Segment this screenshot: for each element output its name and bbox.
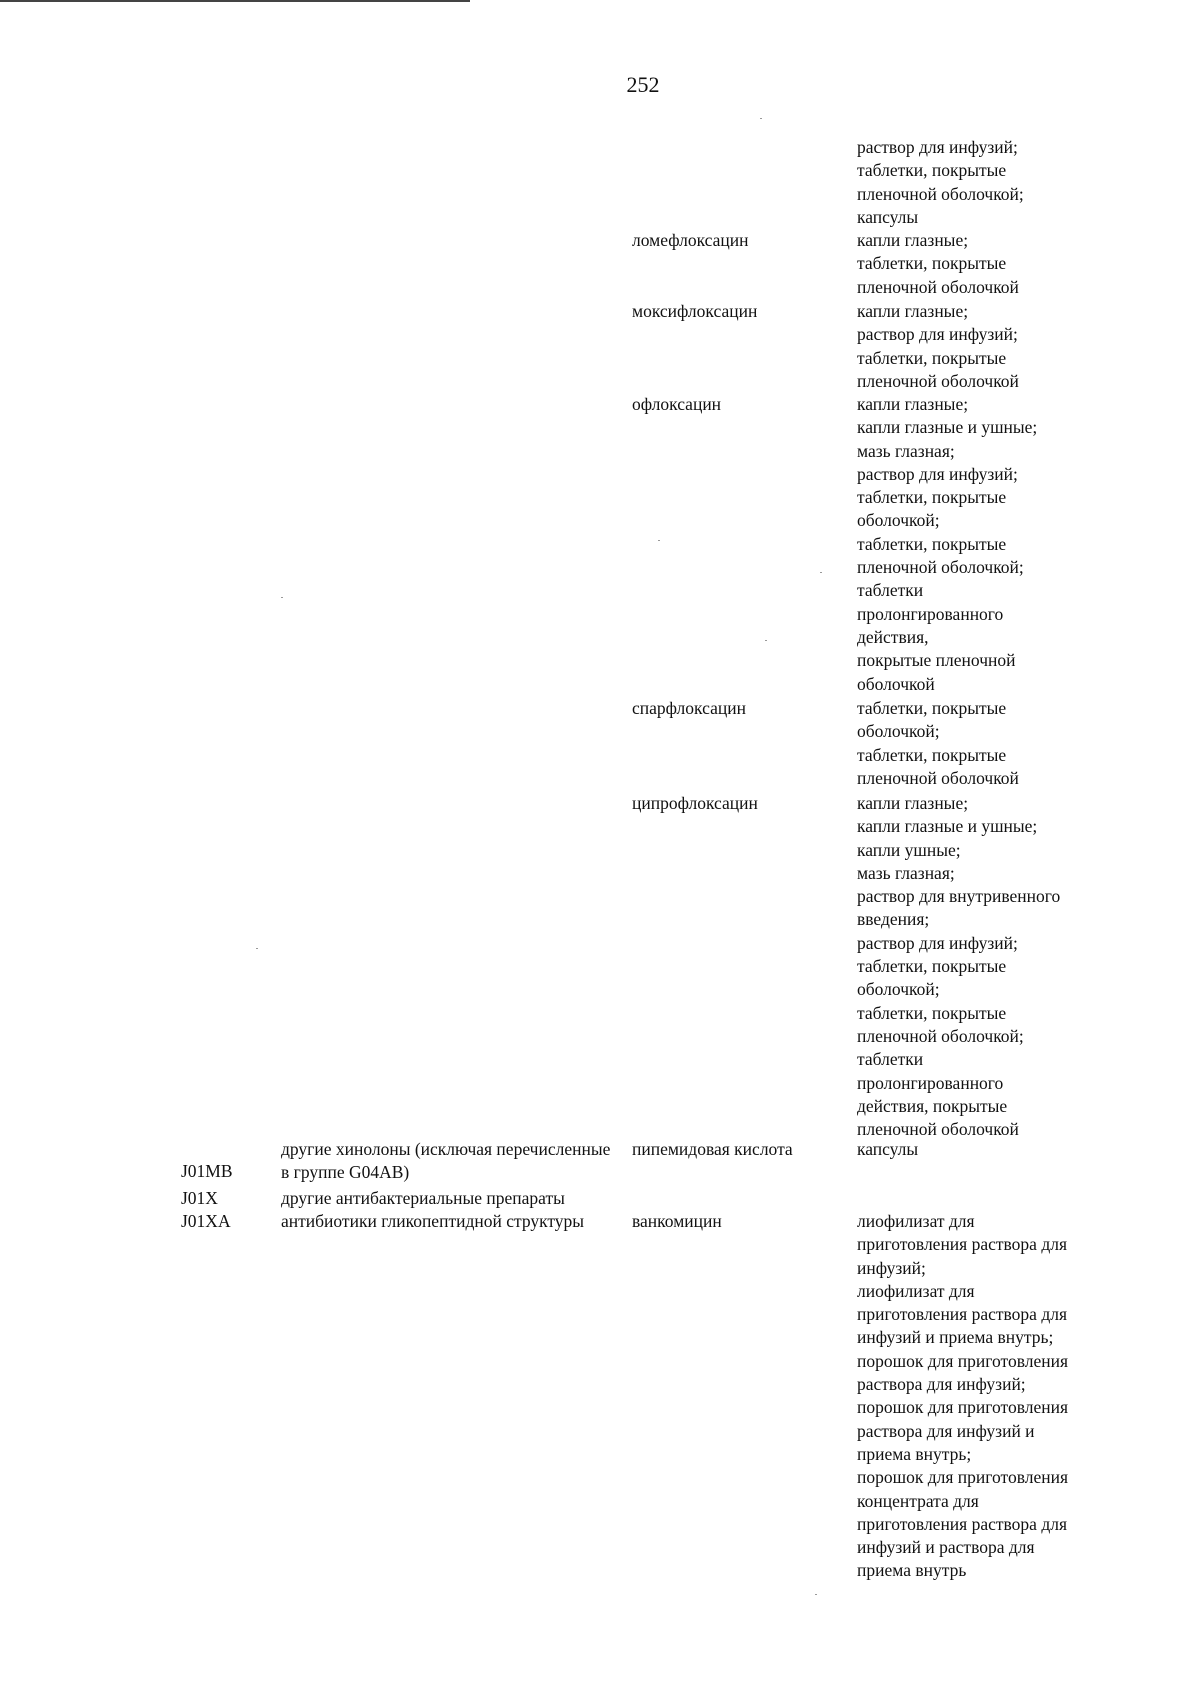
- dosage-form-line: пролонгированного: [857, 1072, 1004, 1093]
- dosage-form-line: пленочной оболочкой: [857, 1119, 1019, 1140]
- scan-speck: [256, 948, 258, 949]
- dosage-form-line: оболочкой: [857, 673, 935, 694]
- dosage-form-line: действия, покрытые: [857, 1095, 1008, 1116]
- atc-group-name: антибиотики гликопептидной структуры: [281, 1211, 585, 1231]
- dosage-form-line: таблетки, покрытые: [857, 533, 1007, 554]
- dosage-form-line: пленочной оболочкой;: [857, 557, 1024, 578]
- dosage-form-line: оболочкой;: [857, 979, 940, 1000]
- scan-speck: [658, 540, 660, 541]
- dosage-form-line: таблетки, покрытые: [857, 487, 1007, 508]
- drug-name: ванкомицин: [632, 1211, 722, 1231]
- dosage-form-line: приема внутрь: [857, 1560, 967, 1581]
- dosage-form-line: таблетки, покрытые: [857, 744, 1007, 765]
- dosage-forms: [857, 697, 1197, 790]
- atc-code: J01XA: [181, 1211, 231, 1231]
- scan-speck: [281, 597, 283, 598]
- dosage-form-line: раствора для инфузий и: [857, 1420, 1035, 1441]
- dosage-form-line: порошок для приготовления: [857, 1350, 1068, 1371]
- dosage-form-line: раствор для инфузий;: [857, 932, 1018, 953]
- drug-name: ципрофлоксацин: [632, 793, 758, 813]
- dosage-form-line: пролонгированного: [857, 603, 1004, 624]
- drug-name: моксифлоксацин: [632, 301, 758, 321]
- page-top-rule: [0, 0, 470, 2]
- dosage-form-line: лиофилизат для: [857, 1211, 975, 1231]
- dosage-form-line: капли глазные;: [857, 301, 969, 321]
- dosage-forms: [857, 229, 1197, 299]
- drug-name: ломефлоксацин: [632, 230, 749, 250]
- dosage-form-line: капли ушные;: [857, 839, 961, 860]
- dosage-form-line: капли глазные;: [857, 394, 969, 414]
- dosage-form-line: раствор для инфузий;: [857, 137, 1018, 157]
- dosage-form-line: раствор для инфузий;: [857, 463, 1018, 484]
- dosage-form-line: таблетки, покрытые: [857, 1002, 1007, 1023]
- dosage-forms: [857, 300, 1197, 393]
- dosage-form-line: приготовления раствора для: [857, 1234, 1067, 1255]
- dosage-form-line: капли глазные;: [857, 230, 969, 250]
- dosage-form-line: пленочной оболочкой;: [857, 1025, 1024, 1046]
- dosage-form-line: таблетки, покрытые: [857, 253, 1007, 274]
- dosage-form-line: раствора для инфузий;: [857, 1374, 1026, 1395]
- drug-name: спарфлоксацин: [632, 698, 746, 718]
- scan-speck: [815, 1594, 817, 1595]
- scan-speck: [760, 118, 762, 119]
- page-number: 252: [626, 72, 660, 97]
- dosage-form-line: инфузий и приема внутрь;: [857, 1327, 1054, 1348]
- dosage-form-line: оболочкой;: [857, 510, 940, 531]
- dosage-form-line: таблетки: [857, 580, 924, 601]
- dosage-form-line: таблетки, покрытые: [857, 347, 1007, 368]
- atc-group-name: другие антибактериальные препараты: [281, 1188, 565, 1208]
- dosage-form-line: порошок для приготовления: [857, 1467, 1068, 1488]
- dosage-form-line: оболочкой;: [857, 721, 940, 742]
- dosage-form-line: концентрата для: [857, 1490, 979, 1511]
- dosage-form-line: таблетки, покрытые: [857, 956, 1007, 977]
- scan-speck: [820, 572, 822, 573]
- dosage-form-line: капсулы: [857, 1139, 919, 1159]
- dosage-form-line: таблетки, покрытые: [857, 698, 1007, 718]
- dosage-form-line: капли глазные и ушные;: [857, 417, 1038, 438]
- atc-group-name: другие хинолоны (исключая перечисленные в группе G04AB): [281, 1139, 611, 1183]
- dosage-form-line: таблетки: [857, 1049, 924, 1070]
- dosage-form-line: покрытые пленочной: [857, 650, 1016, 671]
- dosage-form-line: раствор для внутривенного: [857, 886, 1061, 907]
- dosage-form-line: капли глазные и ушные;: [857, 816, 1038, 837]
- dosage-form-line: таблетки, покрытые: [857, 160, 1007, 181]
- dosage-form-line: пленочной оболочкой;: [857, 183, 1024, 204]
- dosage-forms: [857, 792, 1197, 1141]
- dosage-form-line: мазь глазная;: [857, 862, 955, 883]
- dosage-forms: [857, 136, 1197, 229]
- dosage-form-line: пленочной оболочкой: [857, 767, 1019, 788]
- scan-speck: [765, 640, 767, 641]
- dosage-form-line: порошок для приготовления: [857, 1397, 1068, 1418]
- dosage-form-line: пленочной оболочкой: [857, 370, 1019, 391]
- dosage-form-line: введения;: [857, 909, 930, 930]
- dosage-form-line: инфузий;: [857, 1257, 926, 1278]
- dosage-form-line: раствор для инфузий;: [857, 324, 1018, 345]
- dosage-form-line: пленочной оболочкой: [857, 276, 1019, 297]
- drug-name: пипемидовая кислота: [632, 1139, 793, 1159]
- dosage-form-line: капли глазные;: [857, 793, 969, 813]
- dosage-form-line: приготовления раствора для: [857, 1513, 1067, 1534]
- dosage-form-line: мазь глазная;: [857, 440, 955, 461]
- dosage-form-line: приема внутрь;: [857, 1443, 972, 1464]
- dosage-forms: [857, 1138, 1197, 1161]
- dosage-form-line: приготовления раствора для: [857, 1304, 1067, 1325]
- dosage-form-line: капсулы: [857, 206, 919, 227]
- atc-code: J01X: [181, 1188, 218, 1208]
- drug-name: офлоксацин: [632, 394, 722, 414]
- dosage-form-line: лиофилизат для: [857, 1280, 975, 1301]
- atc-code: J01MB: [181, 1161, 233, 1181]
- dosage-form-line: действия,: [857, 626, 929, 647]
- dosage-form-line: инфузий и раствора для: [857, 1537, 1035, 1558]
- dosage-forms: [857, 1210, 1197, 1583]
- dosage-forms: [857, 393, 1197, 696]
